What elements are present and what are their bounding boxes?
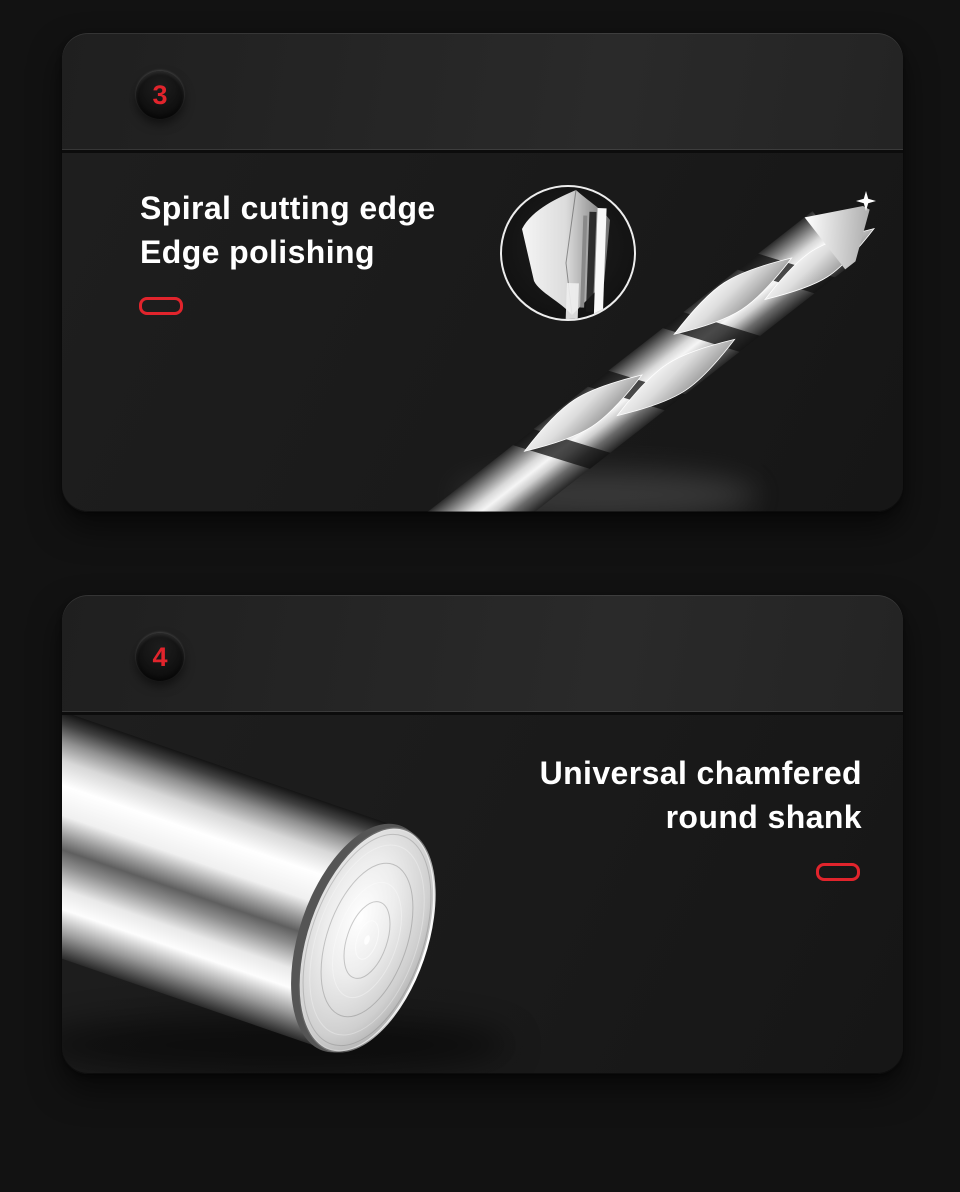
feature-card-3 <box>62 33 903 512</box>
feature-card-4-header <box>62 595 903 715</box>
feature-title-3-line-2: Edge polishing <box>140 234 375 270</box>
feature-number-badge-4 <box>136 633 184 681</box>
feature-number-3: 3 <box>152 79 168 110</box>
feature-number-4: 4 <box>152 641 168 672</box>
spiral-drill-bit-image <box>388 180 891 512</box>
feature-title-4-line-1: Universal chamfered <box>539 755 862 791</box>
feature-number-badge-3 <box>136 71 184 119</box>
feature-title-4 <box>540 751 862 839</box>
red-accent-pill-icon <box>816 863 860 881</box>
feature-title-3 <box>140 186 436 274</box>
drill-tip-magnifier-image <box>501 186 635 323</box>
feature-card-4 <box>62 595 903 1074</box>
feature-card-3-header <box>62 33 903 153</box>
feature-title-4-line-2: round shank <box>665 799 862 835</box>
red-accent-pill-icon <box>139 297 183 315</box>
feature-title-3-line-1: Spiral cutting edge <box>140 190 436 226</box>
